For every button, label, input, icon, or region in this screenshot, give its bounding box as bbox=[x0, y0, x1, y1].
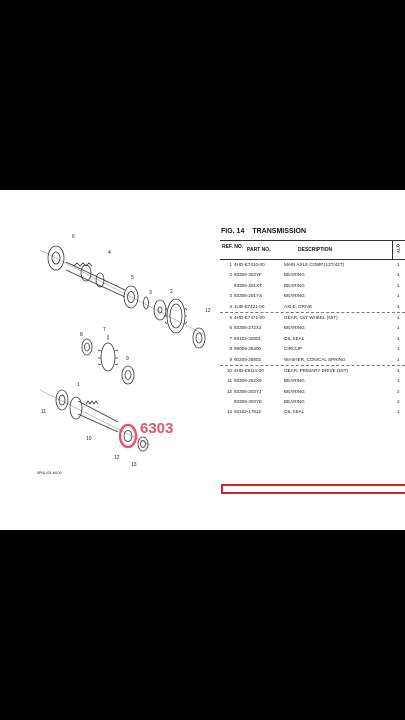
qty-cell: 1 bbox=[397, 282, 400, 288]
callout-10: 10 bbox=[86, 436, 92, 442]
callout-13: 13 bbox=[131, 462, 137, 468]
header-part-no: PART NO. bbox=[247, 247, 271, 253]
qty-cell: 2 bbox=[397, 399, 400, 405]
table-row bbox=[220, 270, 405, 280]
part-no-cell: 93306-272X2 bbox=[234, 325, 262, 331]
qty-cell: 1 bbox=[397, 335, 400, 341]
description-cell: MAIN AXLE COMP.(12T/42T) bbox=[284, 262, 345, 267]
part-no-cell: 93102-32801 bbox=[234, 335, 262, 341]
table-row bbox=[220, 323, 405, 333]
description-cell: BEARING bbox=[284, 293, 305, 299]
ref-no-cell: 12 bbox=[226, 388, 232, 394]
drive-axle-part bbox=[66, 262, 125, 297]
qty-cell: 1 bbox=[397, 325, 400, 331]
callout-12a: 12 bbox=[205, 308, 211, 314]
callout-11: 11 bbox=[41, 409, 47, 415]
table-row bbox=[220, 334, 405, 344]
ref-no-cell: 13 bbox=[226, 409, 232, 415]
callout-2: 2 bbox=[170, 289, 173, 295]
part-no-cell: 4HD-E7410-00 bbox=[234, 262, 265, 267]
highlight-label: 6303 bbox=[140, 420, 174, 437]
table-row bbox=[220, 291, 405, 301]
ref-no-cell: 3 bbox=[229, 293, 232, 299]
figure-number: FIG. 14 bbox=[221, 228, 245, 235]
part-no-cell: 4HD-E6111-00 bbox=[234, 367, 264, 373]
part-no-cell: 1UB-E7421-00 bbox=[234, 303, 265, 309]
description-cell: AXLE, DRIVE bbox=[284, 303, 313, 309]
table-row bbox=[220, 312, 405, 323]
table-row bbox=[220, 260, 405, 270]
description-cell: BEARING bbox=[284, 399, 305, 405]
qty-cell: 1 bbox=[397, 303, 400, 309]
qty-cell: 1 bbox=[397, 409, 400, 415]
ref-no-cell: 8 bbox=[229, 346, 232, 352]
part-no-cell: 90208-25802 bbox=[234, 356, 262, 362]
bearing-12-part bbox=[193, 328, 205, 348]
ref-no-cell: 10 bbox=[226, 367, 232, 373]
part-no-cell: 99009-25400 bbox=[234, 346, 262, 352]
qty-cell: 1 bbox=[397, 262, 400, 267]
callout-8: 8 bbox=[80, 332, 83, 338]
header-ref-no: REF. NO. bbox=[222, 244, 244, 250]
description-cell: OIL SEAL bbox=[284, 335, 305, 341]
transmission-exploded-diagram bbox=[0, 190, 215, 530]
description-cell: GEAR, PRIMARY DRIVE (16T) bbox=[284, 367, 348, 373]
parts-catalog-page bbox=[0, 190, 405, 530]
description-cell: BEARING bbox=[284, 282, 305, 288]
qty-cell: 1 bbox=[397, 378, 400, 384]
description-cell: BEARING bbox=[284, 378, 305, 384]
description-cell: CIRCLIP bbox=[284, 346, 303, 352]
callout-4: 4 bbox=[108, 250, 111, 256]
description-cell: WASHER, CONICAL SPRING bbox=[284, 356, 346, 362]
diagram-code: 5PN1431-M100 bbox=[37, 471, 62, 475]
part-no-cell: 4HD-E7471-00 bbox=[234, 314, 265, 320]
part-no-cell: 93306-301XT bbox=[234, 282, 262, 288]
callout-3: 3 bbox=[149, 290, 152, 296]
table-row bbox=[220, 365, 405, 376]
ref-no-cell: 9 bbox=[229, 356, 232, 362]
qty-cell: 1 bbox=[397, 272, 400, 278]
table-row bbox=[220, 302, 405, 312]
qty-cell: 1 bbox=[397, 314, 400, 320]
description-cell: BEARING bbox=[284, 272, 305, 278]
qty-cell: 1 bbox=[397, 346, 400, 352]
description-cell: BEARING bbox=[284, 388, 305, 394]
qty-cell: 1 bbox=[397, 356, 400, 362]
bearing-6-part bbox=[48, 246, 64, 270]
highlighted-bearing-part bbox=[120, 425, 136, 447]
callout-12b: 12 bbox=[114, 455, 120, 461]
ref-no-cell: 6 bbox=[229, 325, 232, 331]
qty-cell: 1 bbox=[397, 293, 400, 299]
table-header bbox=[220, 240, 405, 260]
figure-title bbox=[221, 228, 314, 235]
main-axle-part bbox=[56, 390, 118, 432]
circlip-part bbox=[122, 366, 134, 384]
part-no-cell: 93306-201YS bbox=[234, 293, 263, 299]
qty-cell: 1 bbox=[397, 367, 400, 373]
table-row bbox=[220, 355, 405, 365]
table-row bbox=[220, 281, 405, 291]
part-no-cell: 93306-303YE bbox=[234, 399, 263, 405]
ref-no-cell: 1 bbox=[229, 262, 232, 267]
parts-table bbox=[220, 240, 405, 418]
callout-1: 1 bbox=[77, 382, 80, 388]
callout-6: 6 bbox=[72, 234, 75, 240]
callout-9: 9 bbox=[126, 356, 129, 362]
callout-5: 5 bbox=[131, 275, 134, 281]
part-no-cell: 93306-252X9 bbox=[234, 378, 262, 384]
primary-gear-part bbox=[98, 335, 118, 371]
header-qty: Q'TY bbox=[396, 244, 401, 254]
part-no-cell: 93306-303YJ bbox=[234, 388, 262, 394]
ref-no-cell: 2 bbox=[229, 272, 232, 278]
description-cell: BEARING bbox=[284, 325, 305, 331]
ref-no-cell: 4 bbox=[229, 303, 232, 309]
table-row bbox=[220, 344, 405, 354]
ref-no-cell: 11 bbox=[227, 378, 232, 384]
part-no-cell: 93102-17812 bbox=[234, 409, 262, 415]
ref-no-cell: 5 bbox=[229, 314, 232, 320]
table-row bbox=[220, 376, 405, 386]
figure-name: TRANSMISSION bbox=[252, 228, 307, 235]
description-cell: OIL SEAL bbox=[284, 409, 305, 415]
oil-seal-part bbox=[82, 339, 92, 355]
qty-cell: 2 bbox=[397, 388, 400, 394]
part-no-cell: 93306-302YF bbox=[234, 272, 262, 278]
oil-seal-13-part bbox=[138, 437, 148, 451]
header-description: DESCRIPTION bbox=[298, 247, 333, 253]
red-highlight-box bbox=[221, 484, 405, 494]
callout-7: 7 bbox=[103, 327, 106, 333]
table-row bbox=[220, 407, 405, 417]
table-row bbox=[220, 387, 405, 397]
description-cell: GEAR, 1ST WHEEL (45T) bbox=[284, 314, 338, 320]
ref-no-cell: 7 bbox=[229, 335, 232, 341]
table-row bbox=[220, 397, 405, 407]
washer-part bbox=[144, 297, 167, 320]
